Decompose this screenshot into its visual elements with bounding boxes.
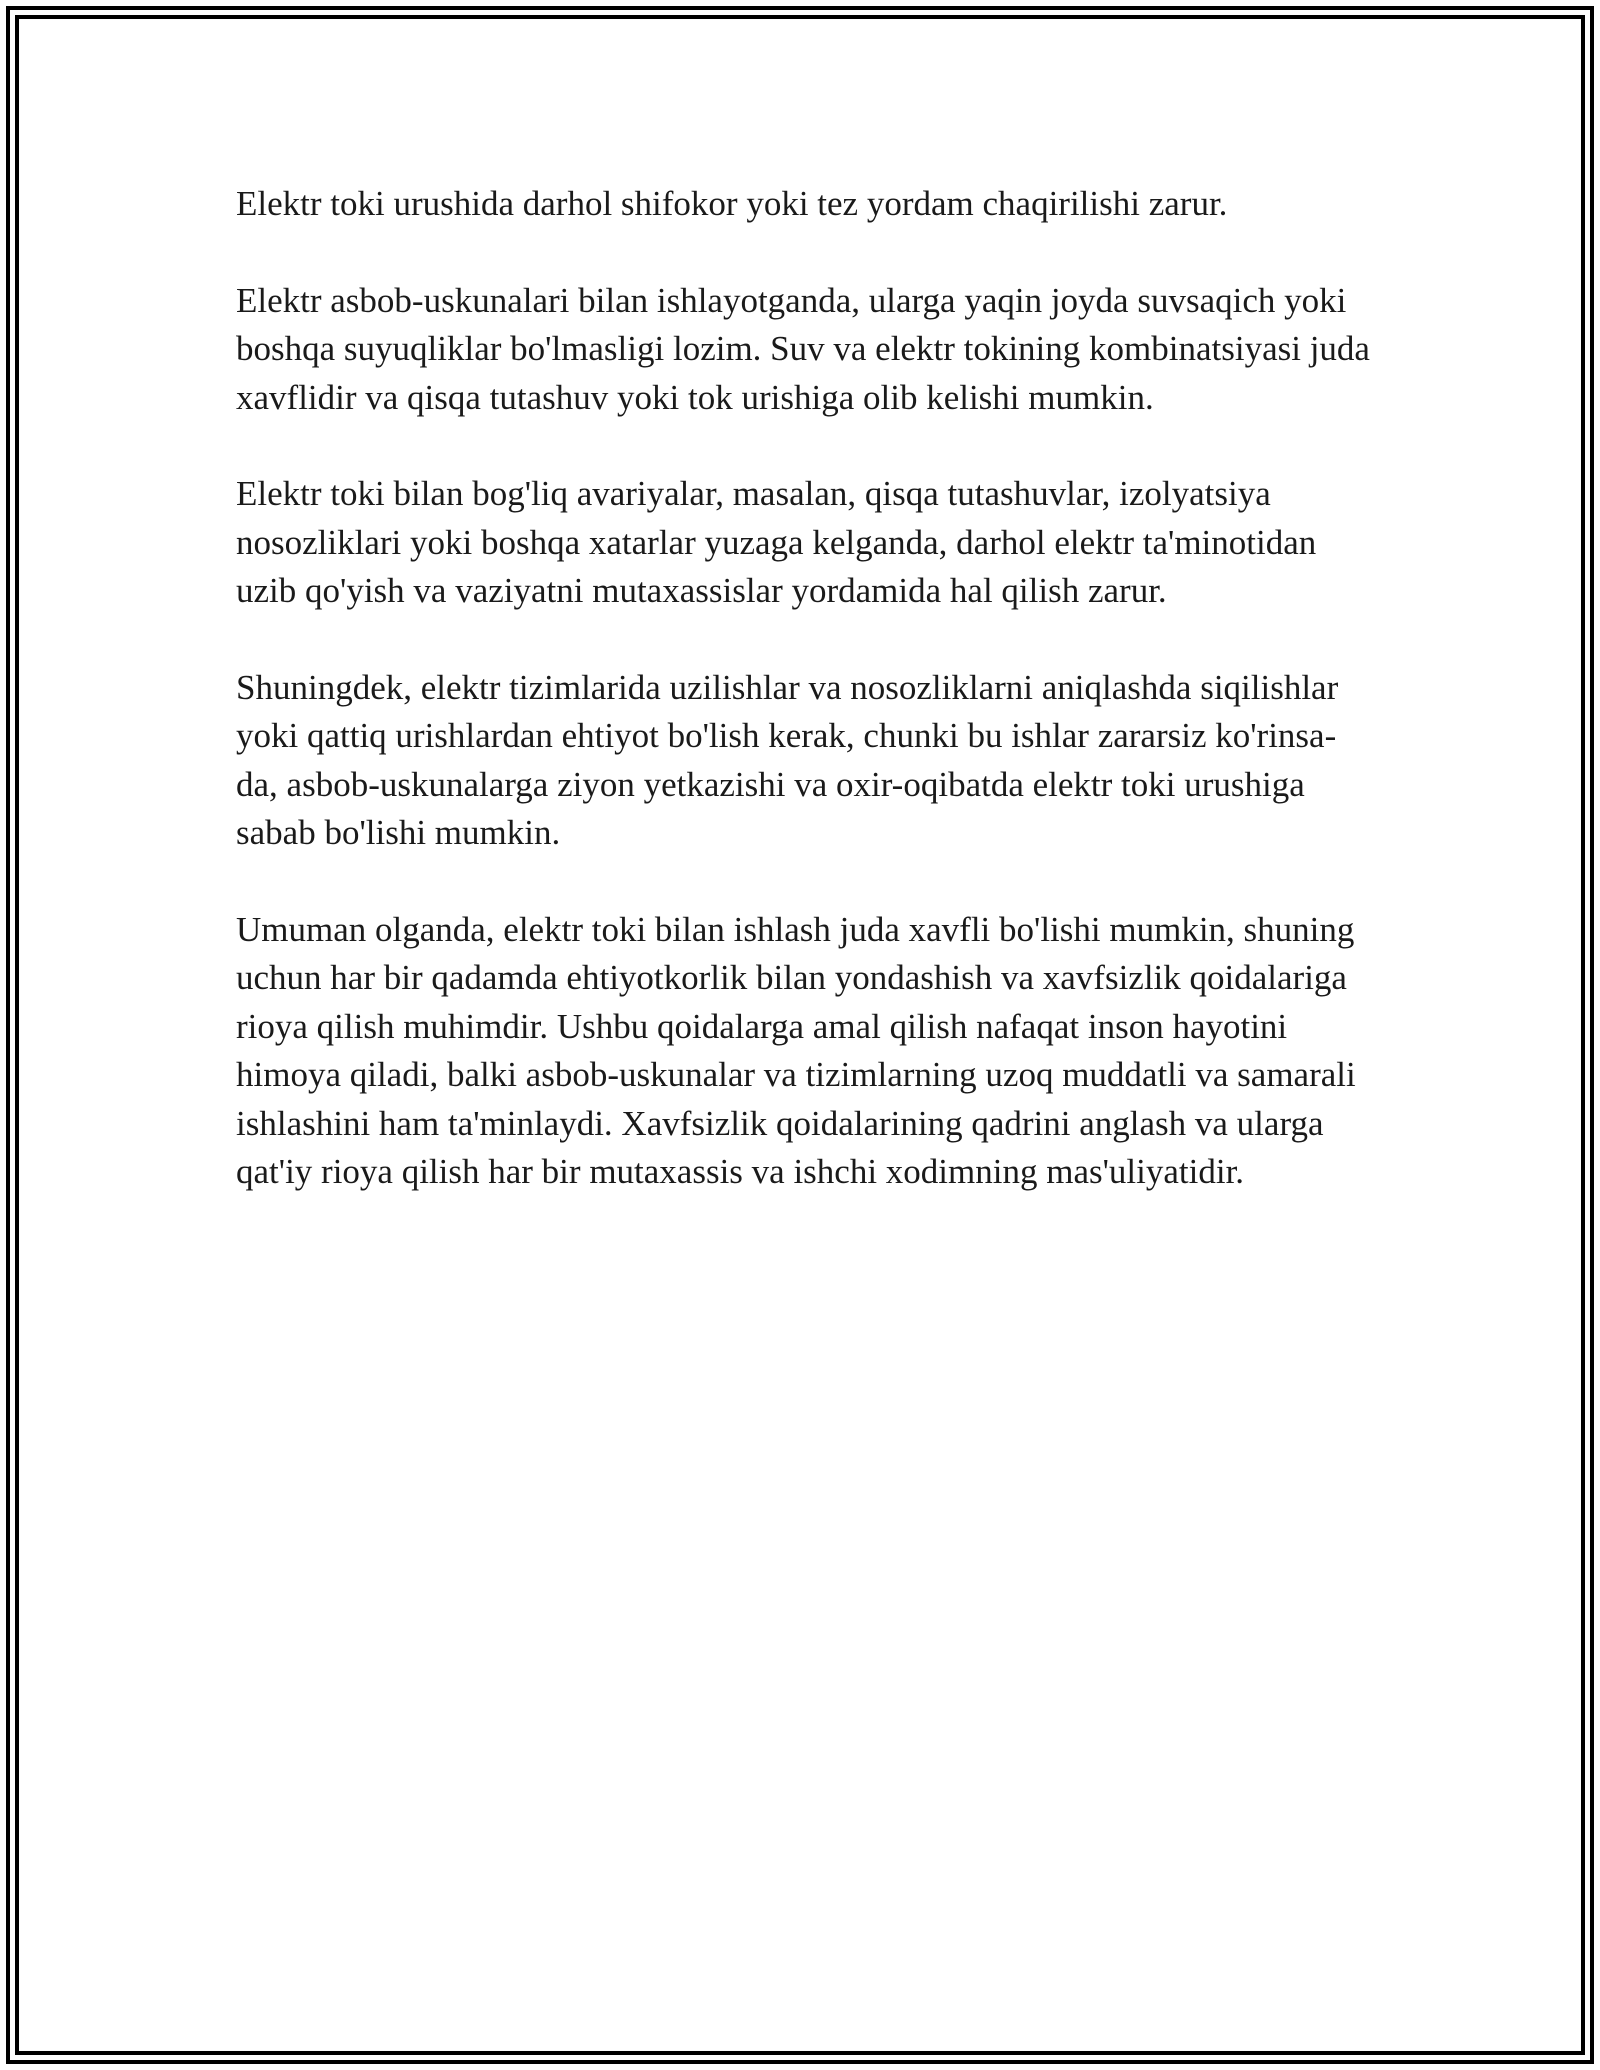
paragraph: Elektr toki bilan bog'liq avariyalar, masalan, qisqa tutashuvlar, izolyatsiya nosozliklari yoki boshqa xatarlar yuzaga kelganda, darhol elektr ta'minotidan uzib qo'yish va vaziyatni mutaxassislar yordamida hal qilish zarur. — [236, 474, 1317, 611]
document-body — [236, 180, 1376, 1245]
paragraph: Shuningdek, elektr tizimlarida uzilishlar va nosozliklarni aniqlashda siqilishlar yoki qattiq urishlardan ehtiyot bo'lish kerak, chunki bu ishlar zararsiz ko'rinsa-da, asbob-uskunalarga ziyon yetkazishi va oxir-oqibatda elektr toki urushiga sabab bo'lishi mumkin. — [236, 668, 1339, 853]
paragraph: Elektr asbob-uskunalari bilan ishlayotganda, ularga yaqin joyda suvsaqich yoki boshqa suyuqliklar bo'lmasligi lozim. Suv va elektr tokining kombinatsiyasi juda xavflidir va qisqa tutashuv yoki tok urishiga olib kelishi mumkin. — [236, 280, 1370, 417]
paragraph: Elektr toki urushida darhol shifokor yoki tez yordam chaqirilishi zarur. — [236, 184, 1228, 223]
paragraph: Umuman olganda, elektr toki bilan ishlash juda xavfli bo'lishi mumkin, shuning uchun har bir qadamda ehtiyotkorlik bilan yondashish va xavfsizlik qoidalariga rioya qilish muhimdir. Ushbu qoidalarga amal qilish nafaqat inson hayotini himoya qiladi, balki asbob-uskunalar va tizimlarning uzoq muddatli va samarali ishlashini ham ta'minlaydi. Xavfsizlik qoidalarining qadrini anglash va ularga qat'iy rioya qilish har bir mutaxassis va ishchi xodimning mas'uliyatidir. — [236, 910, 1356, 1192]
